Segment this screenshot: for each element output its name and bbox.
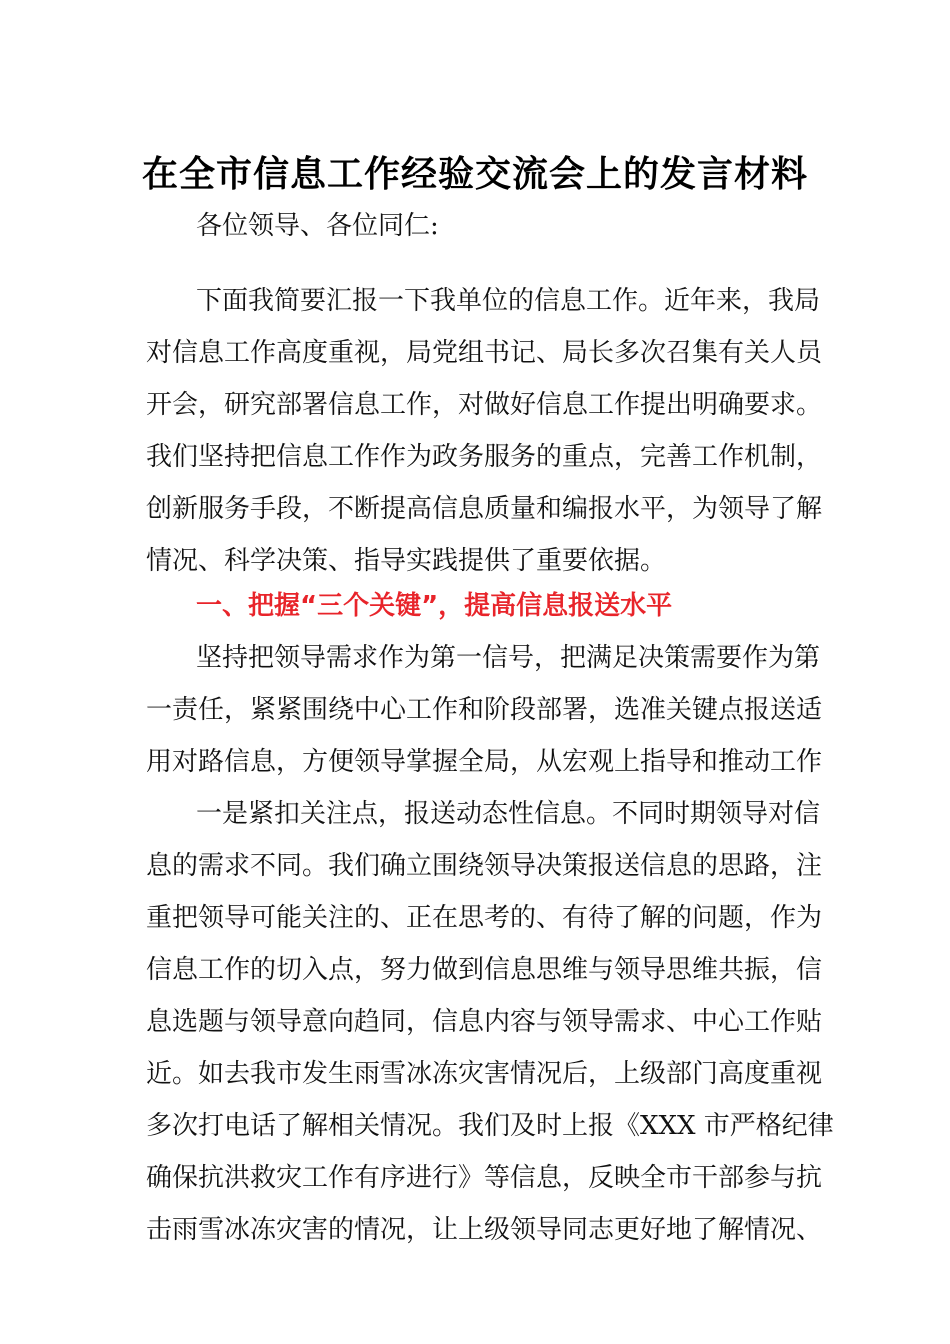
paragraph-line: 息的需求不同。我们确立围绕领导决策报送信息的思路，注 bbox=[146, 851, 823, 881]
salutation: 各位领导、各位同仁: bbox=[196, 211, 439, 241]
paragraph-line: 一是紧扣关注点，报送动态性信息。不同时期领导对信 bbox=[196, 799, 821, 829]
paragraph-line: 息选题与领导意向趋同，信息内容与领导需求、中心工作贴 bbox=[146, 1007, 823, 1037]
section-heading: 一、把握“三个关键”，提高信息报送水平 bbox=[196, 591, 673, 621]
intro-line: 创新服务手段，不断提高信息质量和编报水平，为领导了解 bbox=[146, 494, 823, 524]
document-title: 在全市信息工作经验交流会上的发言材料 bbox=[141, 153, 808, 195]
paragraph-line: 一责任，紧紧围绕中心工作和阶段部署，选准关键点报送适 bbox=[146, 695, 823, 725]
paragraph-line: 击雨雪冰冻灾害的情况，让上级领导同志更好地了解情况、 bbox=[146, 1215, 823, 1245]
paragraph-line: 确保抗洪救灾工作有序进行》等信息，反映全市干部参与抗 bbox=[146, 1163, 823, 1193]
paragraph-line: 近。如去我市发生雨雪冰冻灾害情况后，上级部门高度重视 bbox=[146, 1059, 823, 1089]
intro-line: 开会，研究部署信息工作，对做好信息工作提出明确要求。 bbox=[146, 390, 823, 420]
intro-line: 下面我简要汇报一下我单位的信息工作。近年来，我局 bbox=[196, 286, 821, 316]
intro-line: 情况、科学决策、指导实践提供了重要依据。 bbox=[146, 546, 667, 576]
intro-line: 我们坚持把信息工作作为政务服务的重点，完善工作机制， bbox=[146, 442, 823, 472]
paragraph-line: 多次打电话了解相关情况。我们及时上报《XXX 市严格纪律 bbox=[146, 1111, 834, 1141]
paragraph-line: 坚持把领导需求作为第一信号，把满足决策需要作为第 bbox=[196, 643, 821, 673]
paragraph-line: 用对路信息，方便领导掌握全局，从宏观上指导和推动工作 bbox=[146, 747, 823, 777]
paragraph-line: 重把领导可能关注的、正在思考的、有待了解的问题，作为 bbox=[146, 903, 823, 933]
intro-line: 对信息工作高度重视，局党组书记、局长多次召集有关人员 bbox=[146, 338, 823, 368]
paragraph-line: 信息工作的切入点，努力做到信息思维与领导思维共振，信 bbox=[146, 955, 823, 985]
